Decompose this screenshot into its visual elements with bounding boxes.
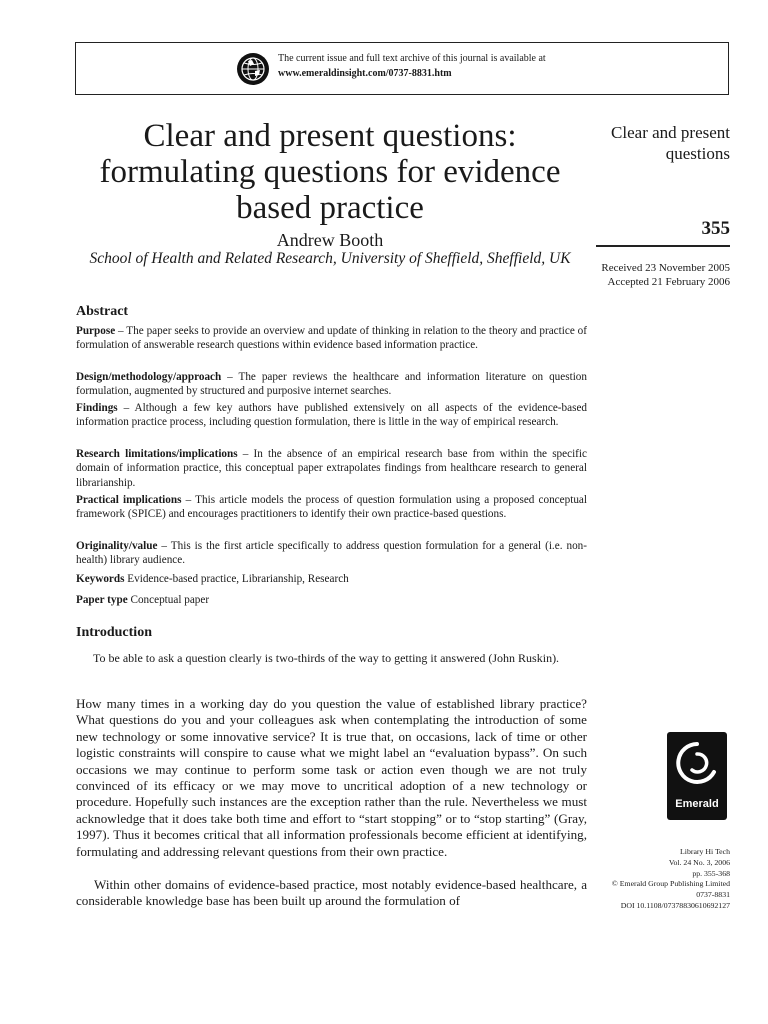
- author-name: Andrew Booth: [276, 230, 384, 250]
- divider: [596, 245, 730, 247]
- abstract-label: Paper type: [76, 594, 128, 606]
- journal-volume: Vol. 24 No. 3, 2006: [668, 857, 730, 867]
- globe-icon: [236, 52, 270, 86]
- abstract-text: – Although a few key authors have published extensively on all aspects of the evidence-based information practice process, including question formulation, there is little in the way of empirical research.: [76, 402, 587, 429]
- abstract-text: – This is the first article specifically to address question formulation for a general (i.e. non-health) library audience.: [76, 540, 587, 567]
- epigraph-quote: To be able to ask a question clearly is two-thirds of the way to getting it answered (John Ruskin).: [93, 651, 560, 665]
- journal-name: Library Hi Tech: [680, 847, 730, 856]
- running-head: Clear and present questions: [611, 123, 730, 163]
- journal-issn: 0737-8831: [696, 890, 730, 900]
- journal-info: [560, 847, 730, 912]
- abstract-text: Evidence-based practice, Librarianship, Research: [124, 573, 349, 585]
- abstract-text: – The paper reviews the healthcare and information literature on question formulation, augmented by structured and purposive internet searches.: [76, 371, 587, 398]
- received-date: Received 23 November 2005: [601, 262, 730, 274]
- journal-copyright: © Emerald Group Publishing Limited: [611, 879, 730, 889]
- submission-dates: [560, 261, 730, 289]
- abstract-label: Keywords: [76, 573, 125, 585]
- body-paragraph: How many times in a working day do you question the value of established library practice? What questions do you and your colleagues ask when contemplating the introduction of some new technology or some innovative service? It is true that, on occasions, lack of time or other logistic constraints will conspire to cause what we might label an “evaluation bypass”. On such occasions we may continue to perform some task or action even though we are not truly convinced of its efficacy or we may move to uncritical adoption of a new technology or procedure. Hopefully such instances are the exception rather than the rule. Nevertheless we must acknowledge that it does take both time and effort to “start stopping” or to “stop starting” (Gray, 1997). Thus it becomes critical that all information professionals become efficient at identifying, formulating and addressing relevant questions from their own practice.: [76, 696, 587, 859]
- abstract-design: [76, 370, 587, 399]
- abstract-originality: [76, 539, 587, 568]
- author-affiliation: School of Health and Related Research, University of Sheffield, Sheffield, UK: [89, 250, 571, 267]
- paper-title: Clear and present questions: formulating questions for evidence based practice: [99, 118, 561, 226]
- emerald-logo-text: Emerald: [675, 798, 719, 810]
- abstract-label: Purpose: [76, 325, 116, 337]
- abstract-practical-implications: [76, 493, 587, 522]
- banner-url[interactable]: www.emeraldinsight.com/0737-8831.htm: [278, 68, 452, 79]
- banner-text: The current issue and full text archive of this journal is available at: [278, 53, 546, 64]
- abstract-text: – This article models the process of question formulation using a proposed conceptual framework (SPICE) and encourages practitioners to identify their own practice-based questions.: [76, 494, 587, 521]
- accepted-date: Accepted 21 February 2006: [607, 276, 730, 288]
- page-number: 355: [701, 218, 730, 239]
- journal-doi: DOI 10.1108/07378830610692127: [620, 900, 730, 910]
- abstract-text: – In the absence of an empirical research base from within the specific domain of information practice, this conceptual paper extrapolates findings from healthcare research to general librarianship.: [76, 448, 587, 489]
- abstract-label: Findings: [76, 402, 118, 414]
- abstract-research-limitations: [76, 447, 587, 490]
- body-paragraph: Within other domains of evidence-based practice, most notably evidence-based healthcare, a considerable knowledge base has been built up around the formulation of: [76, 877, 587, 909]
- abstract-heading: Abstract: [76, 304, 129, 319]
- abstract-label: Design/methodology/approach: [76, 371, 222, 383]
- journal-pages: pp. 355-368: [692, 868, 730, 878]
- abstract-findings: [76, 401, 587, 430]
- abstract-keywords: [76, 572, 587, 586]
- abstract-label: Originality/value: [76, 540, 158, 552]
- abstract-label: Research limitations/implications: [76, 448, 238, 460]
- abstract-text: – The paper seeks to provide an overview and update of thinking in relation to the theory and practice of formulation of answerable research questions within evidence based information practice.: [76, 325, 587, 352]
- abstract-purpose: [76, 324, 587, 353]
- introduction-heading: Introduction: [76, 625, 152, 640]
- abstract-paper-type: [76, 593, 587, 607]
- abstract-label: Practical implications: [76, 494, 182, 506]
- abstract-text: Conceptual paper: [127, 594, 210, 606]
- emerald-swirl-icon: [667, 732, 727, 798]
